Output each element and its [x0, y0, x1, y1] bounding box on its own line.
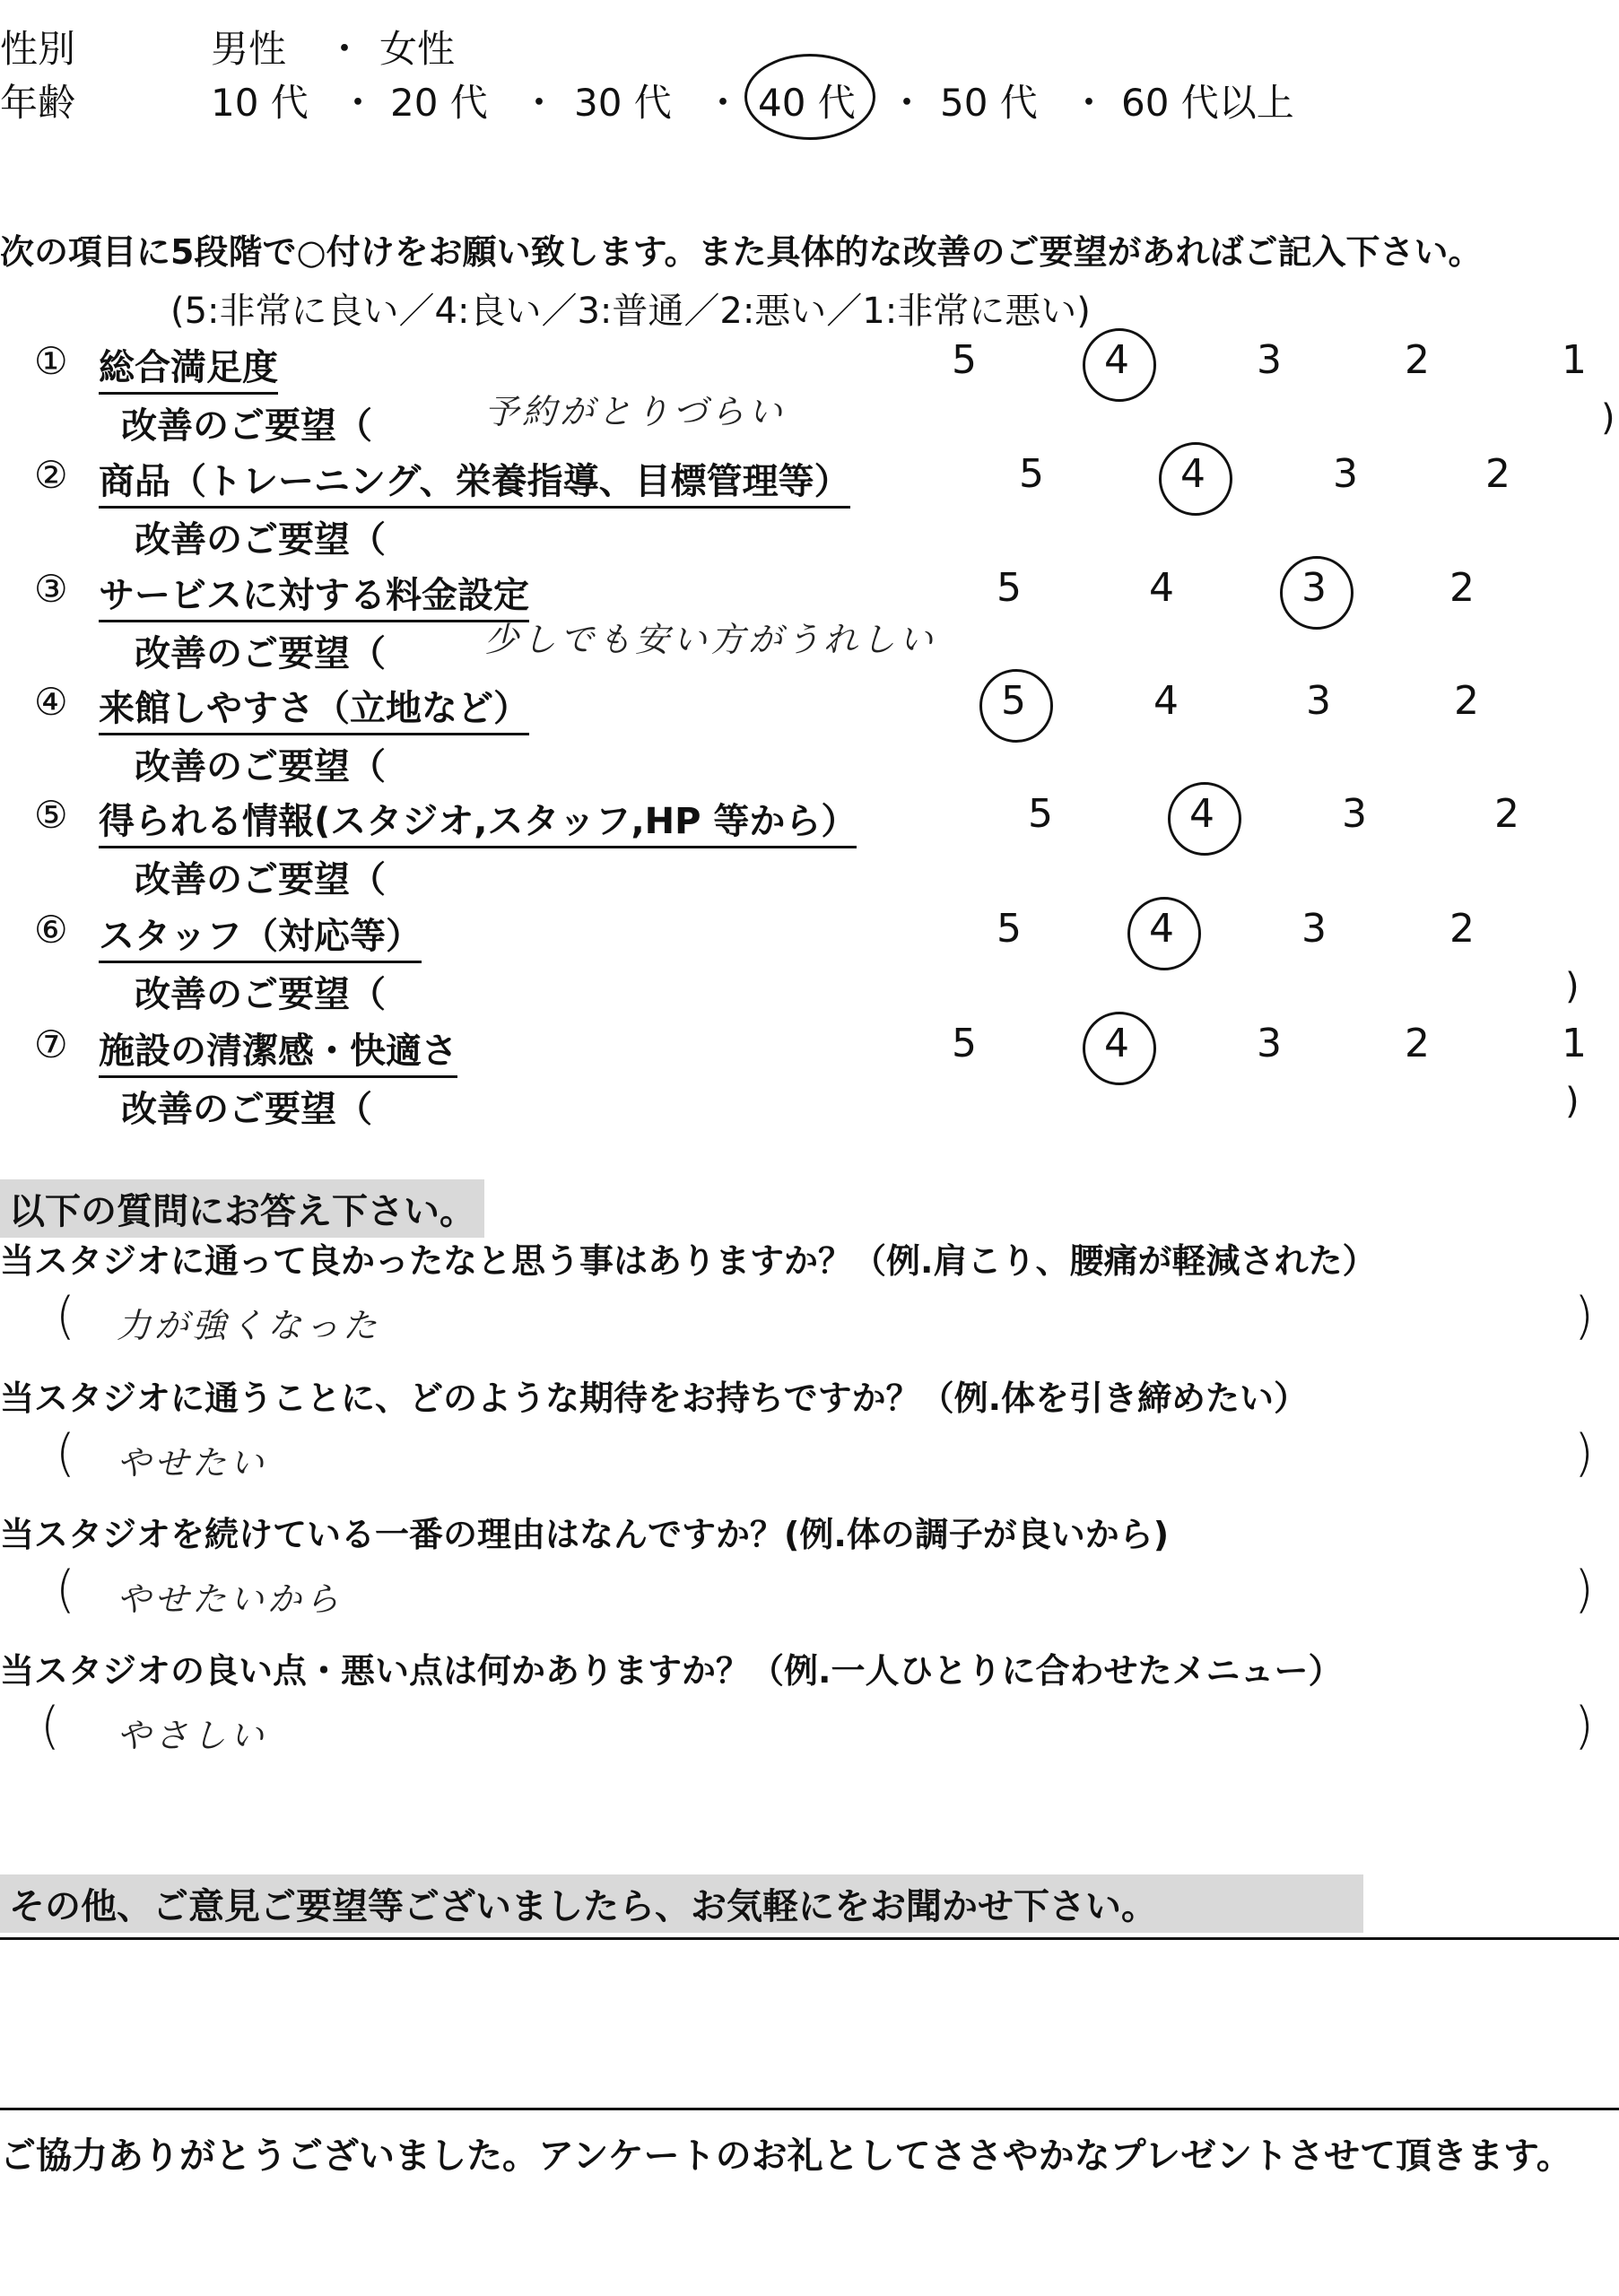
rating-option-4[interactable]: 4: [1180, 451, 1206, 497]
answer-handwritten[interactable]: 力が強くなった: [117, 1306, 381, 1345]
age-separator: ・: [520, 81, 559, 125]
section3-heading: その他、ご意見ご要望等ございましたら、お気軽にをお聞かせ下さい。: [0, 1874, 1363, 1933]
rating-option-4[interactable]: 4: [1104, 337, 1129, 383]
rating-option-2[interactable]: 2: [1405, 337, 1430, 383]
item-number: ①: [34, 339, 68, 383]
rating-option-2[interactable]: 2: [1454, 678, 1479, 724]
rating-option-3[interactable]: 3: [1301, 565, 1327, 611]
rating-option-3[interactable]: 3: [1342, 791, 1367, 837]
rating-scale-legend: (5:非常に良い／4:良い／3:普通／2:悪い／1:非常に悪い): [170, 291, 1091, 332]
rating-option-1[interactable]: 1: [1562, 337, 1587, 383]
request-label: 改善のご要望（: [121, 1089, 372, 1130]
close-paren: ): [1574, 1697, 1594, 1755]
item-title: 施設の清潔感・快適さ: [99, 1022, 457, 1078]
age-option-40s[interactable]: 40 代: [758, 81, 856, 125]
section2-heading: 以下の質問にお答え下さい。: [0, 1179, 484, 1238]
section1-instruction: 次の項目に5段階で○付けをお願い致します。また具体的な改善のご要望があればご記入下さい。: [0, 232, 1483, 272]
gender-option-female[interactable]: 女性: [379, 27, 456, 71]
question-text: 当スタジオに通うことに、どのような期待をお持ちですか？（例.体を引き締めたい）: [0, 1378, 1309, 1418]
age-separator: ・: [1070, 81, 1109, 125]
item-title: 商品（トレーニング、栄養指導、目標管理等）: [99, 453, 850, 509]
rating-option-5[interactable]: 5: [1001, 678, 1026, 724]
item-title: サービスに対する料金設定: [99, 567, 529, 622]
footer-thanks: ご協力ありがとうございました。アンケートのお礼としてささやかなプレゼントさせて頂きます。: [0, 2135, 1572, 2177]
age-option-30s[interactable]: 30 代: [574, 81, 672, 125]
item-number: ②: [34, 453, 68, 497]
item-number: ⑤: [34, 793, 68, 837]
age-option-20s[interactable]: 20 代: [390, 81, 488, 125]
rating-option-2[interactable]: 2: [1485, 451, 1510, 497]
divider: [0, 2108, 1619, 2110]
rating-option-5[interactable]: 5: [1019, 451, 1044, 497]
request-comment-handwritten[interactable]: 予約がとりづらい: [484, 392, 787, 431]
rating-option-2[interactable]: 2: [1494, 791, 1519, 837]
age-option-60s-plus[interactable]: 60 代以上: [1121, 81, 1294, 125]
rating-option-4[interactable]: 4: [1149, 565, 1174, 611]
age-separator: ・: [704, 81, 743, 125]
age-label: 年齢: [0, 81, 76, 125]
age-option-10s[interactable]: 10 代: [211, 81, 309, 125]
rating-option-2[interactable]: 2: [1449, 565, 1475, 611]
close-paren: ): [1574, 1287, 1594, 1345]
question-text: 当スタジオの良い点・悪い点は何かありますか？（例.一人ひとりに合わせたメニュー）: [0, 1651, 1343, 1691]
rating-option-3[interactable]: 3: [1301, 906, 1327, 952]
rating-option-4[interactable]: 4: [1149, 906, 1174, 952]
item-number: ④: [34, 680, 68, 724]
request-comment-handwritten[interactable]: 少しでも安い方がうれしい: [484, 620, 937, 659]
item-title: 来館しやすさ（立地など）: [99, 680, 529, 735]
rating-option-5[interactable]: 5: [952, 1021, 977, 1066]
rating-option-4[interactable]: 4: [1104, 1021, 1129, 1066]
rating-option-2[interactable]: 2: [1405, 1021, 1430, 1066]
answer-handwritten[interactable]: やせたい: [117, 1443, 268, 1483]
rating-option-3[interactable]: 3: [1306, 678, 1331, 724]
question-text: 当スタジオを続けている一番の理由はなんですか？(例.体の調子が良いから): [0, 1515, 1170, 1554]
rating-option-3[interactable]: 3: [1257, 1021, 1282, 1066]
rating-option-4[interactable]: 4: [1153, 678, 1179, 724]
close-paren: ): [1601, 397, 1615, 439]
age-option-50s[interactable]: 50 代: [940, 81, 1038, 125]
item-number: ⑥: [34, 908, 68, 952]
divider: [0, 1937, 1619, 1940]
gender-label: 性別: [0, 27, 76, 71]
open-paren: (: [56, 1561, 75, 1619]
request-label: 改善のご要望（: [121, 405, 372, 447]
gender-separator: ・: [326, 27, 364, 71]
close-paren: ): [1565, 966, 1580, 1007]
rating-option-3[interactable]: 3: [1333, 451, 1358, 497]
item-title: 得られる情報(スタジオ,スタッフ,HP 等から）: [99, 793, 857, 848]
item-number: ⑦: [34, 1022, 68, 1066]
gender-option-male[interactable]: 男性: [211, 27, 287, 71]
free-comment-area[interactable]: [0, 1946, 1619, 2103]
open-paren: (: [56, 1424, 75, 1483]
age-separator: ・: [888, 81, 927, 125]
rating-option-5[interactable]: 5: [997, 565, 1022, 611]
request-label: 改善のご要望（: [135, 519, 386, 561]
open-paren: (: [56, 1287, 75, 1345]
answer-handwritten[interactable]: やさしい: [117, 1716, 268, 1755]
question-text: 当スタジオに通って良かったなと思う事はありますか？（例.肩こり、腰痛が軽減された）: [0, 1241, 1377, 1281]
item-number: ③: [34, 567, 68, 611]
request-label: 改善のご要望（: [135, 633, 386, 674]
rating-option-3[interactable]: 3: [1257, 337, 1282, 383]
close-paren: ): [1574, 1561, 1594, 1619]
request-label: 改善のご要望（: [135, 859, 386, 900]
close-paren: ): [1574, 1424, 1594, 1483]
close-paren: ): [1565, 1081, 1580, 1122]
rating-option-5[interactable]: 5: [1028, 791, 1053, 837]
request-label: 改善のご要望（: [135, 746, 386, 787]
age-separator: ・: [339, 81, 378, 125]
rating-option-4[interactable]: 4: [1189, 791, 1214, 837]
rating-option-1[interactable]: 1: [1562, 1021, 1587, 1066]
rating-option-5[interactable]: 5: [952, 337, 977, 383]
answer-handwritten[interactable]: やせたいから: [117, 1579, 344, 1619]
item-title: 総合満足度: [99, 339, 278, 395]
rating-option-2[interactable]: 2: [1449, 906, 1475, 952]
open-paren: (: [40, 1697, 60, 1755]
item-title: スタッフ（対応等）: [99, 908, 422, 963]
rating-option-5[interactable]: 5: [997, 906, 1022, 952]
request-label: 改善のご要望（: [135, 974, 386, 1015]
